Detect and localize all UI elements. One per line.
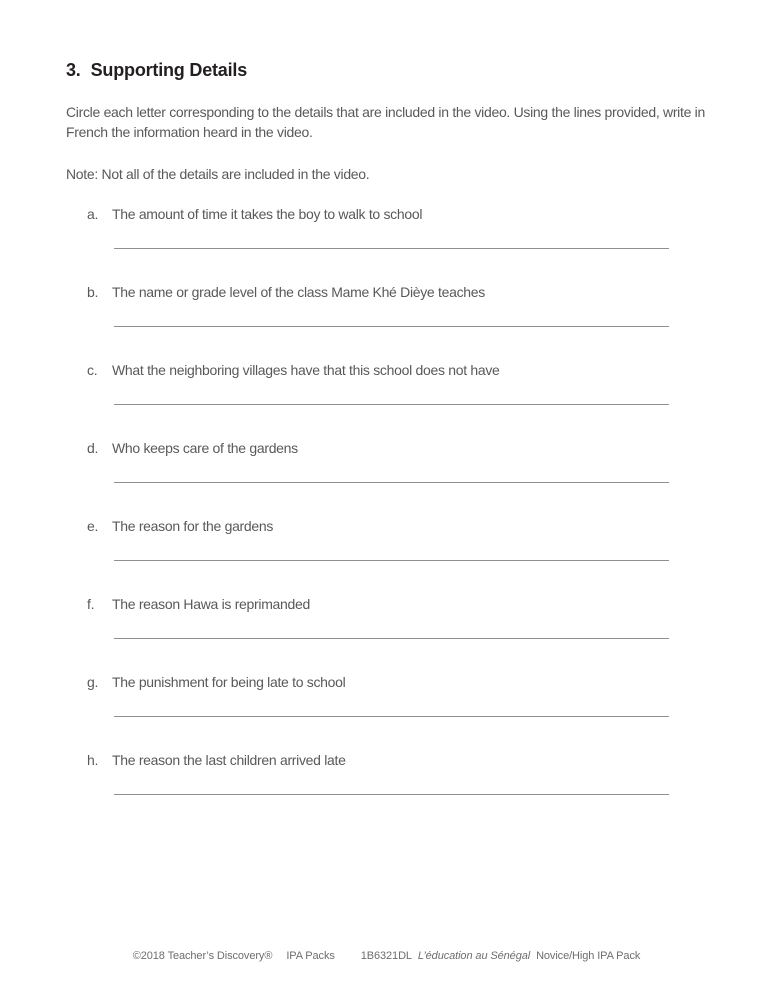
detail-item-a (66, 204, 773, 249)
section-number: 3. (66, 60, 81, 80)
answer-blank-line (114, 794, 669, 795)
item-letter: f. (87, 596, 95, 612)
instructions-text: Circle each letter corresponding to the details that are included in the video. Using the lines provided, write in French the information heard in the video. (66, 104, 705, 140)
answer-blank-line (114, 560, 669, 561)
item-letter: a. (87, 206, 99, 222)
footer-copyright: ©2018 Teacher’s Discovery® (132, 950, 273, 962)
note-text: Note: Not all of the details are included in the video. (66, 166, 370, 182)
item-text: The reason the last children arrived late (112, 752, 346, 768)
answer-blank-line (114, 716, 669, 717)
detail-item-g (66, 672, 773, 717)
item-text: The punishment for being late to school (112, 674, 346, 690)
answer-blank-line (114, 404, 669, 405)
item-text: Who keeps care of the gardens (112, 440, 298, 456)
page-footer (0, 949, 773, 963)
detail-item-d (66, 438, 773, 483)
footer-product-title: L’éducation au Sénégal (417, 950, 531, 962)
item-text: The name or grade level of the class Mame Khé Dièye teaches (112, 284, 485, 300)
answer-blank-line (114, 638, 669, 639)
detail-item-h (66, 750, 773, 795)
item-text: What the neighboring villages have that this school does not have (112, 362, 500, 378)
item-letter: d. (87, 440, 99, 456)
item-text: The reason for the gardens (112, 518, 274, 534)
item-letter: g. (87, 674, 99, 690)
item-letter: b. (87, 284, 99, 300)
detail-item-b (66, 282, 773, 327)
item-text: The amount of time it takes the boy to walk to school (112, 206, 423, 222)
detail-item-c (66, 360, 773, 405)
answer-blank-line (114, 326, 669, 327)
detail-items-list (66, 204, 773, 795)
item-letter: h. (87, 752, 99, 768)
item-letter: c. (87, 362, 98, 378)
item-text: The reason Hawa is reprimanded (112, 596, 310, 612)
footer-series: IPA Packs (286, 950, 335, 962)
footer-product (361, 949, 641, 963)
footer-product-code: 1B6321DL (360, 950, 412, 962)
detail-item-f (66, 594, 773, 639)
answer-blank-line (114, 482, 669, 483)
footer-product-level: Novice/High IPA Pack (536, 950, 641, 962)
answer-blank-line (114, 248, 669, 249)
item-letter: e. (87, 518, 99, 534)
detail-item-e (66, 516, 773, 561)
section-title-text: Supporting Details (90, 60, 248, 80)
section-title (66, 59, 773, 81)
